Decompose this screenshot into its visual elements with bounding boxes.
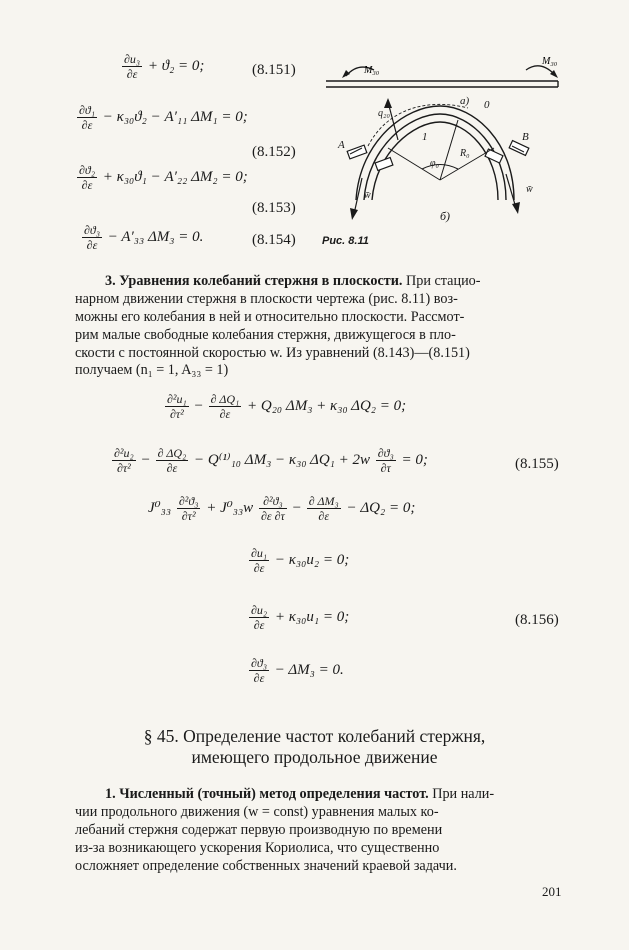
label-r0: R₀ xyxy=(460,148,470,159)
arrowhead-icon xyxy=(512,202,520,214)
frac-den: ∂τ² xyxy=(169,407,184,421)
frac-den: ∂ε xyxy=(219,407,231,421)
frac-num: ∂²u₂ xyxy=(114,446,134,460)
figure-8-11 xyxy=(318,48,580,228)
label-phi: φ₀ xyxy=(430,158,440,169)
label-B: B xyxy=(522,131,529,143)
eq-mid: − Q⁽¹⁾₁₀ ΔM₃ − κ₃₀ ΔQ₁ + 2w xyxy=(194,451,370,468)
frac-den: ∂ε xyxy=(166,461,178,475)
frac-num: ∂ϑ₃ xyxy=(84,223,100,237)
frac-den: ∂ε xyxy=(253,618,265,632)
equation-8-152b xyxy=(75,163,248,192)
equation-8-151 xyxy=(120,52,204,81)
frac-den: ∂ε xyxy=(253,671,265,685)
frac-num: ∂²u₁ xyxy=(167,392,187,406)
frac-den: ∂ε xyxy=(81,178,93,192)
label-b: б) xyxy=(440,209,451,223)
frac-num: ∂ϑ₂ xyxy=(79,163,95,177)
angle-arc xyxy=(422,165,458,170)
section-heading-line1: § 45. Определение частот колебаний стержня, xyxy=(143,726,486,746)
equation-8-152a xyxy=(75,103,248,132)
frac-den: ∂ε xyxy=(126,67,138,81)
section-heading-line2: имеющего продольное движение xyxy=(191,747,438,767)
text-line: При стацио- xyxy=(406,273,481,289)
label-1: 1 xyxy=(422,131,428,143)
arrowhead-icon xyxy=(342,70,350,78)
equation-8-156-row2 xyxy=(247,603,349,632)
eq-rhs: + Q₂₀ ΔM₃ + κ₃₀ ΔQ₂ = 0; xyxy=(247,397,407,414)
eq-number-8-151: (8.151) xyxy=(252,62,296,78)
eq-rhs: + κ₃₀u₁ = 0; xyxy=(274,608,350,625)
label-m30-right: M₃₀ xyxy=(542,56,558,67)
eq-rhs: − ΔM₃ = 0. xyxy=(274,661,344,678)
eq-number-8-153: (8.153) xyxy=(252,200,296,216)
label-w-right: w̄ xyxy=(526,184,533,195)
equation-8-155-row3: J⁰₃₃ $\frac{\text{∂²ϑ₃}}{\text{∂τ²}}$ + J⁰₃₃w $\frac{\text{∂²ϑ₃}}{\partial\varepsilon \partial\tau}$ − $\frac{\text{∂ ΔM₃}}{\partial\varepsilon}$ − ΔQ₂ = 0; xyxy=(148,494,416,523)
eq-pre: J⁰₃₃ xyxy=(148,499,172,516)
label-w-left: w̄ xyxy=(364,190,371,201)
frac-num: ∂²ϑ₃ xyxy=(178,494,199,508)
page-number: 201 xyxy=(542,884,562,899)
rod-straight xyxy=(326,81,558,87)
label-A: A xyxy=(338,139,345,151)
section3-line1 xyxy=(75,273,565,291)
frac-den: ∂ε xyxy=(318,509,330,523)
velocity-w-right xyxy=(506,174,516,208)
label-a: a) xyxy=(460,95,470,107)
eq-rhs: − A′₃₃ ΔM₃ = 0. xyxy=(107,228,204,245)
eq-number-8-152: (8.152) xyxy=(252,144,296,160)
equation-8-155-row1: $\frac{\text{∂²u₁}}{\text{∂τ²}}$ − $\frac{\text{∂ ΔQ₁}}{\partial\varepsilon}$ + Q₂₀ ΔM₃ + κ₃₀ ΔQ₂ = 0; xyxy=(167,392,407,421)
frac-den: ∂ε xyxy=(81,118,93,132)
arrowhead-icon xyxy=(384,98,392,108)
equation-8-155-row2: $\frac{\text{∂²u₂}}{\text{∂τ²}}$ − $\frac{\text{∂ ΔQ₂}}{\partial\varepsilon}$ − Q⁽¹⁾₁₀ ΔM₃ − κ₃₀ ΔQ₁ + 2w $\frac{\text{∂ϑ₃}}{\partial\tau}$ = 0; xyxy=(114,446,428,475)
equation-8-156-row3 xyxy=(247,656,344,685)
text-line: скости с постоянной скоростью w. Из уравнений (8.143)—(8.151) xyxy=(75,345,470,361)
eq-rhs: − κ₃₀u₂ = 0; xyxy=(274,551,350,568)
frac-den: ∂τ² xyxy=(116,461,131,475)
text-line: рим малые свободные колебания стержня, движущегося в пло- xyxy=(75,327,456,343)
frac-den: ∂ε xyxy=(253,561,265,575)
frac-den: ∂τ² xyxy=(181,509,196,523)
frac-num: ∂ ΔM₃ xyxy=(308,494,339,508)
text-line: чии продольного движения (w = const) уравнения малых ко- xyxy=(75,804,439,820)
text-line: получаем (n₁ = 1, A₃₃ = 1) xyxy=(75,362,229,378)
equation-8-154 xyxy=(80,223,203,252)
arrowhead-icon xyxy=(350,208,358,220)
text-line: можны его колебания в ней и относительно плоскости. Рассмот- xyxy=(75,309,465,325)
equation-8-156-row1 xyxy=(247,546,349,575)
frac-num: ∂ϑ₃ xyxy=(251,656,267,670)
frac-num: ∂²ϑ₃ xyxy=(259,494,287,509)
eq-rhs: + ϑ₂ = 0; xyxy=(147,57,205,74)
eq-end: − ΔQ₂ = 0; xyxy=(346,499,416,516)
frac-num: ∂u₁ xyxy=(251,546,268,560)
frac-den: ∂ε ∂τ xyxy=(260,509,285,523)
frac-num: ∂ ΔQ₁ xyxy=(210,392,240,406)
text-line: осложняет определение собственных значений краевой задачи. xyxy=(75,858,457,874)
eq-mid: + J⁰₃₃w xyxy=(206,499,254,516)
frac-num: ∂ϑ₃ xyxy=(377,446,394,460)
eq-rhs: + κ₃₀ϑ₁ − A′₂₂ ΔM₂ = 0; xyxy=(102,168,248,185)
frac-num: ∂ϑ₁ xyxy=(79,103,95,117)
label-o: 0 xyxy=(484,99,490,111)
frac-num: ∂u₂ xyxy=(251,603,268,617)
section3-title: 3. Уравнения колебаний стержня в плоскости. xyxy=(105,273,403,289)
eq-number-8-154: (8.154) xyxy=(252,232,296,248)
eq-end: = 0; xyxy=(401,451,428,468)
label-m30-left: M₃₀ xyxy=(364,65,380,76)
section1-line1 xyxy=(75,786,565,804)
frac-den: ∂τ xyxy=(380,461,391,475)
eq-number-8-156: (8.156) xyxy=(515,612,559,628)
text-line: нарном движении стержня в плоскости чертежа (рис. 8.11) воз- xyxy=(75,291,458,307)
text-line: лебаний стержня содержат первую производную по времени xyxy=(75,822,443,838)
label-q20: q₂₀ xyxy=(378,108,390,119)
figure-caption: Рис. 8.11 xyxy=(322,235,369,247)
moment-arrow-right xyxy=(526,66,554,74)
text-line: При нали- xyxy=(432,786,495,802)
eq-number-8-155: (8.155) xyxy=(515,456,559,472)
frac-den: ∂ε xyxy=(86,238,98,252)
section1-title: 1. Численный (точный) метод определения частот. xyxy=(105,786,429,802)
eq-rhs: − κ₃₀ϑ₂ − A′₁₁ ΔM₁ = 0; xyxy=(102,108,248,125)
frac-num: ∂u₃ xyxy=(124,52,141,66)
text-line: из-за возникающего ускорения Кориолиса, что существенно xyxy=(75,840,440,856)
frac-num: ∂ ΔQ₂ xyxy=(157,446,187,460)
